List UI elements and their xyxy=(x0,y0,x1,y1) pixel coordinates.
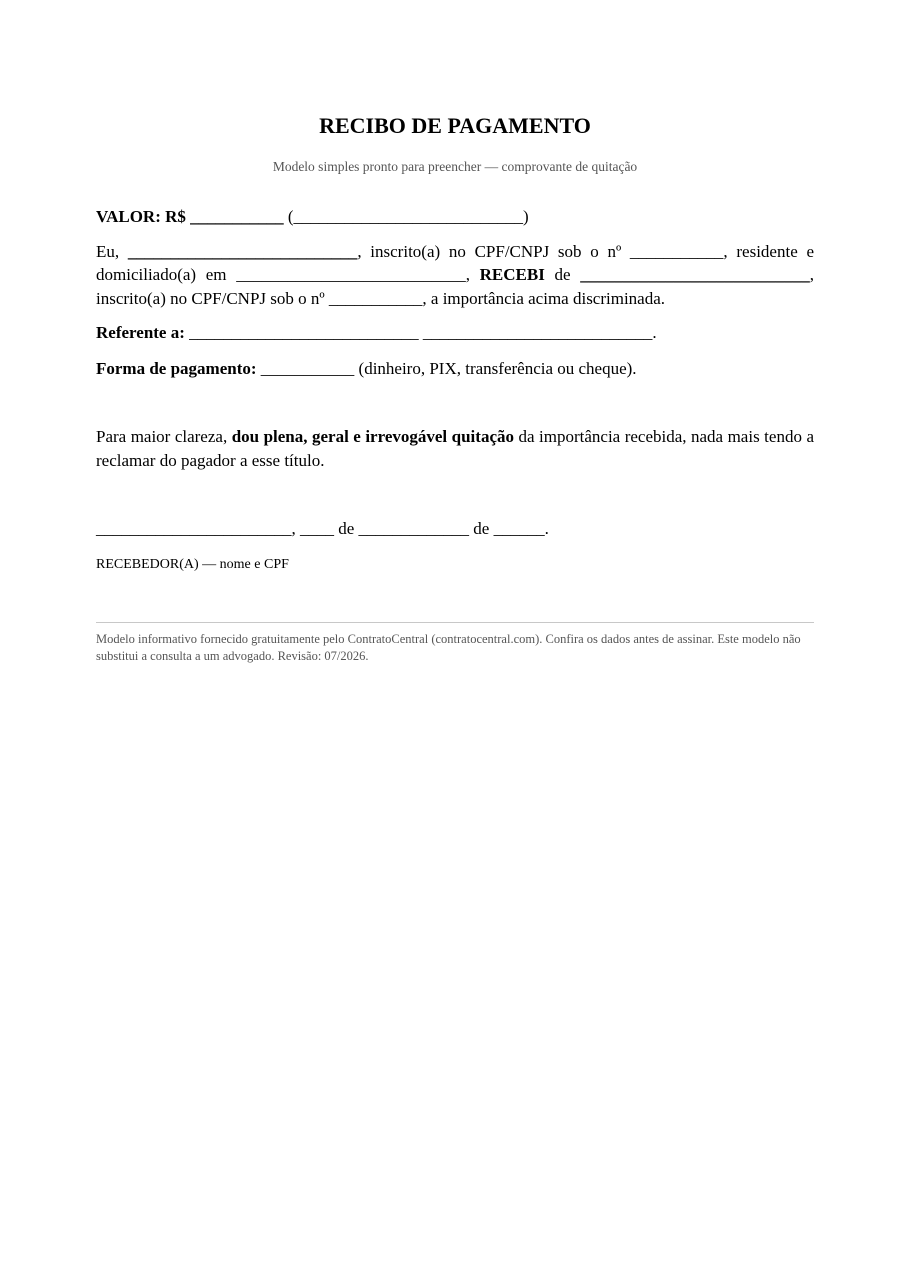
quitacao-paragraph xyxy=(96,425,814,472)
valor-line xyxy=(96,205,814,229)
quitacao-text-1: Para maior clareza, xyxy=(96,427,232,446)
forma-pagamento-line xyxy=(96,357,814,381)
valor-extenso: (___________________________) xyxy=(283,207,529,226)
recebi-keyword: RECEBI xyxy=(479,265,545,284)
document-content xyxy=(96,112,814,666)
pagador-name-blank: ___________________________ xyxy=(580,265,810,284)
date-line: _______________________, ____ de _____________ de ______. xyxy=(96,519,549,538)
declaration-text-1: Eu, xyxy=(96,241,128,261)
declaration-paragraph xyxy=(96,240,814,311)
forma-pagamento-label: Forma de pagamento: xyxy=(96,358,257,378)
referente-line xyxy=(96,321,814,345)
document-title: RECIBO DE PAGAMENTO xyxy=(319,113,591,138)
footer-divider xyxy=(96,622,814,623)
referente-text: ___________________________ ___________________________. xyxy=(184,323,657,342)
declaration-text-2: , inscrito(a) no CPF/CNPJ sob o nº ___________, residente e domiciliado(a) em ___________________________, xyxy=(96,241,814,284)
recebedor-signature-label: RECEBEDOR(A) — nome e CPF xyxy=(96,556,289,572)
referente-label: Referente a: xyxy=(96,323,185,342)
declaration-text-3: de xyxy=(544,265,581,284)
document-subtitle: Modelo simples pronto para preencher — comprovante de quitação xyxy=(272,159,638,174)
valor-label: VALOR: R$ ___________ xyxy=(96,207,284,226)
footer-disclaimer: Modelo informativo fornecido gratuitamente pelo ContratoCentral (contratocentral.com). Confira os dados antes de assinar. Este modelo não substitui a consulta a um advogado. Revisão: 07/2026. xyxy=(96,631,801,663)
forma-pagamento-text: ___________ (dinheiro, PIX, transferência ou cheque). xyxy=(256,358,637,378)
recebedor-name-blank: ___________________________ xyxy=(127,241,358,261)
quitacao-bold: dou plena, geral e irrevogável quitação xyxy=(231,427,514,446)
declaration-text-4: , inscrito(a) no CPF/CNPJ sob o nº ___________, a importância acima discriminada. xyxy=(96,265,815,308)
quitacao-text-2: da importância recebida, nada mais tendo a reclamar do pagador a esse título. xyxy=(96,427,814,470)
